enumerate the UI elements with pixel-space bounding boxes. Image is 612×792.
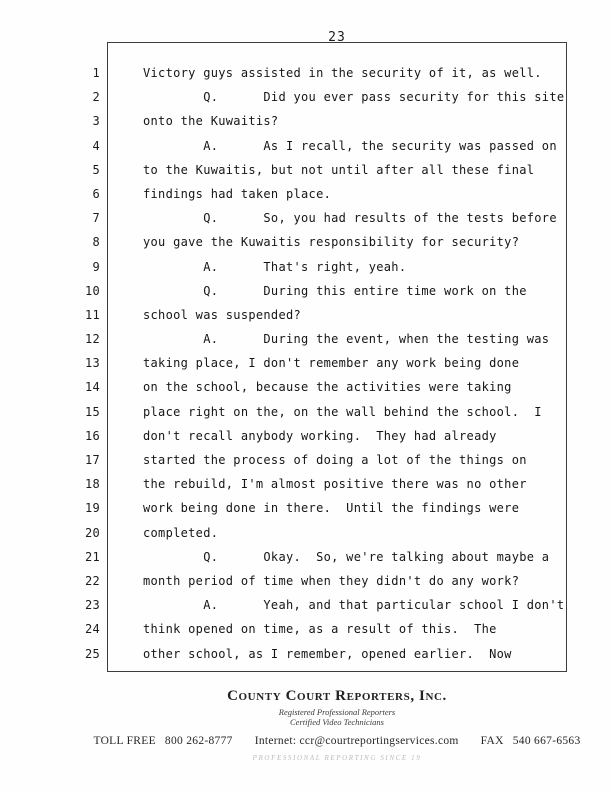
line-text: place right on the, on the wall behind the school. I: [143, 404, 542, 419]
fax-label: FAX: [480, 735, 504, 747]
transcript-line: [0, 61, 612, 85]
transcript-line: [0, 182, 612, 206]
line-text: A. During the event, when the testing was: [143, 332, 550, 347]
line-number: 10: [84, 283, 100, 298]
line-number: 1: [92, 66, 100, 80]
transcript-line: [0, 279, 612, 303]
line-number: 25: [84, 646, 100, 661]
transcript-line: [0, 521, 612, 545]
line-number: 8: [92, 235, 100, 250]
line-text: the rebuild, I'm almost positive there was no other: [143, 477, 527, 492]
transcript-line: [0, 593, 612, 617]
line-number: 3: [92, 114, 100, 129]
line-number: 17: [84, 453, 100, 467]
line-text: other school, as I remember, opened earlier. Now: [143, 646, 512, 661]
transcript-line: [0, 206, 612, 230]
line-text: A. Yeah, and that particular school I don't: [143, 598, 565, 613]
line-text: findings had taken place.: [143, 186, 332, 201]
transcript-line: [0, 569, 612, 593]
line-text: month period of time when they didn't do any work?: [143, 573, 520, 588]
transcript-line: [0, 375, 612, 399]
company-taglines: [37, 708, 612, 727]
line-number: 7: [92, 211, 100, 226]
line-number: 5: [92, 162, 100, 177]
internet-address: Internet: ccr@courtreportingservices.com: [254, 735, 459, 747]
line-number: 6: [92, 186, 100, 201]
page-number: 23: [328, 30, 346, 45]
line-text: completed.: [143, 525, 219, 540]
transcript-line: [0, 617, 612, 641]
line-text: Q. Okay. So, we're talking about maybe a: [143, 549, 550, 564]
tagline-video-technicians: Certified Video Technicians: [290, 716, 384, 727]
transcript-line: [0, 134, 612, 158]
line-text: to the Kuwaitis, but not until after all these final: [143, 162, 535, 177]
line-number: 11: [84, 307, 100, 322]
line-text: Victory guys assisted in the security of it, as well.: [143, 66, 542, 80]
transcript-line: [0, 642, 612, 666]
line-number: 4: [92, 138, 100, 153]
transcript-line: [0, 109, 612, 133]
line-number: 2: [92, 90, 100, 105]
line-number: 22: [84, 573, 100, 588]
line-text: you gave the Kuwaitis responsibility for security?: [143, 235, 520, 250]
transcript-lines: [0, 61, 612, 666]
tagline-registered-reporters: Registered Professional Reporters: [278, 707, 396, 717]
fax-group: [481, 735, 581, 747]
line-text: work being done in there. Until the findings were: [143, 501, 520, 516]
line-number: 20: [84, 525, 100, 540]
transcript-line: [0, 448, 612, 472]
line-text: don't recall anybody working. They had already: [143, 428, 497, 443]
line-number: 15: [84, 404, 100, 419]
transcript-line: [0, 158, 612, 182]
line-text: school was suspended?: [143, 307, 302, 322]
line-text: Q. So, you had results of the tests before: [143, 211, 557, 226]
line-number: 16: [84, 428, 100, 443]
line-number: 19: [84, 501, 100, 516]
transcript-line: [0, 400, 612, 424]
line-number: 9: [92, 259, 100, 274]
toll-free-label: TOLL FREE: [93, 735, 156, 747]
line-number: 18: [84, 477, 100, 492]
line-text: Q. During this entire time work on the: [143, 283, 527, 298]
line-text: Q. Did you ever pass security for this site: [143, 90, 565, 105]
fax-number: 540 667-6563: [512, 735, 581, 747]
contact-line: [37, 735, 612, 747]
transcript-line: [0, 496, 612, 520]
line-text: started the process of doing a lot of the things on: [143, 453, 527, 467]
line-text: onto the Kuwaitis?: [143, 114, 279, 129]
line-text: on the school, because the activities were taking: [143, 380, 512, 395]
line-text: taking place, I don't remember any work being done: [143, 356, 520, 371]
toll-free-number: 800 262-8777: [164, 735, 233, 747]
line-number: 21: [84, 549, 100, 564]
transcript-line: [0, 351, 612, 375]
toll-free-group: [93, 735, 232, 747]
reporter-footer: [37, 688, 612, 762]
transcript-line: [0, 255, 612, 279]
line-number: 12: [84, 332, 100, 347]
transcript-line: [0, 230, 612, 254]
transcript-line: [0, 303, 612, 327]
transcript-line: [0, 472, 612, 496]
line-number: 13: [84, 356, 100, 371]
company-name: County Court Reporters, Inc.: [227, 688, 447, 704]
transcript-line: [0, 424, 612, 448]
line-number: 14: [84, 380, 100, 395]
line-text: A. As I recall, the security was passed on: [143, 138, 557, 153]
transcript-line: [0, 85, 612, 109]
transcript-line: [0, 545, 612, 569]
transcript-line: [0, 327, 612, 351]
line-number: 24: [84, 622, 100, 637]
line-text: A. That's right, yeah.: [143, 259, 407, 274]
line-text: think opened on time, as a result of this. The: [143, 622, 497, 637]
line-number: 23: [84, 598, 100, 613]
watermark-text: PROFESSIONAL REPORTING SINCE 19: [252, 754, 422, 762]
